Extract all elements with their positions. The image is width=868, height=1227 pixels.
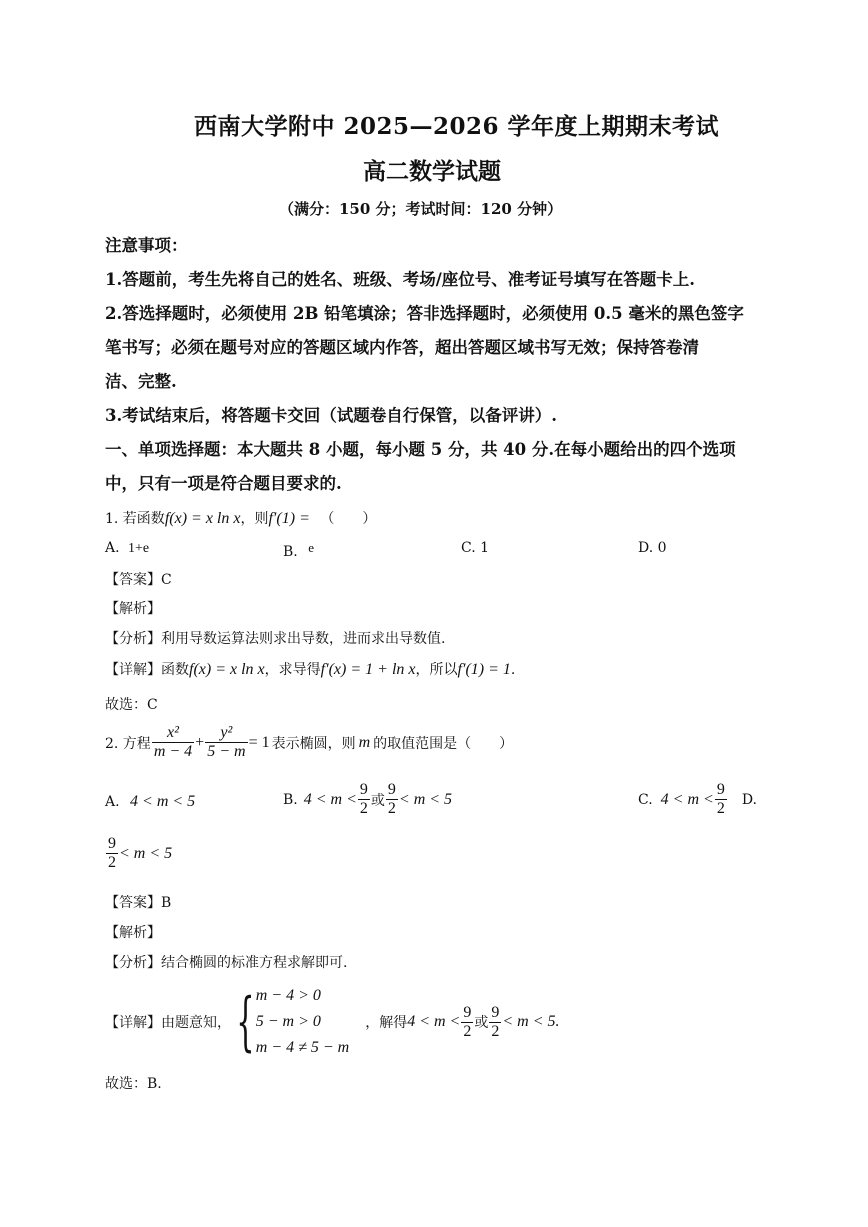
q1-option-c: C. 1: [461, 540, 490, 556]
q2-detail: 【详解】由题意知， { m − 4 > 0 5 − m > 0 m − 4 ≠ 5 − m ，解得 4 < m < $\frac{9}{2}$ 或 $\frac{9}{2}$ < m < 5.: [105, 985, 560, 1059]
q2-answer: 【答案】B: [105, 895, 172, 911]
exam-title: 西南大学附中 2025—2026 学年度上期期末考试: [194, 113, 720, 140]
q2-option-a-value: 4 < m < 5: [130, 793, 196, 810]
q2-option-b: B. 4 < m < $\frac{9}{2}$ 或 $\frac{9}{2}$ < m < 5: [283, 781, 453, 817]
section-1-heading-line-1: 一、单项选择题：本大题共 8 小题，每小题 5 分，共 40 分.在每小题给出的四个选项: [105, 440, 736, 459]
q2-option-c: C. 4 < m < $\frac{9}{2}$ D.: [638, 781, 758, 817]
q1-detail-value: f′(1) = 1: [457, 661, 511, 678]
q2-fraction-x: $\frac{\text{x²}}{m - 4}$: [153, 724, 193, 760]
score-time-line: （满分：150 分；考试时间：120 分钟）: [279, 200, 563, 218]
exam-subtitle: 高二数学试题: [363, 158, 501, 185]
notice-item-2-line-2: 笔书写；必须在题号对应的答题区域内作答，超出答题区域书写无效；保持答卷清: [105, 338, 699, 357]
q1-answer: 【答案】C: [105, 572, 172, 588]
q1-function: f(x) = x ln x: [164, 510, 241, 527]
q2-system: m − 4 > 0 5 − m > 0 m − 4 ≠ 5 − m: [255, 987, 350, 1056]
q2-option-a: A. 4 < m < 5: [105, 793, 196, 810]
section-1-heading-line-2: 中，只有一项是符合题目要求的.: [105, 474, 342, 493]
q1-option-b: B. e: [283, 540, 314, 560]
q2-analysis: 【解析】: [105, 925, 161, 941]
notice-item-2-line-3: 洁、完整.: [105, 372, 177, 391]
q1-option-b-value: e: [308, 540, 314, 555]
q1-option-a-value: 1+e: [128, 541, 150, 556]
q1-choice: 故选：C: [105, 697, 158, 713]
q1-detail-function: f(x) = x ln x: [189, 661, 265, 678]
q2-choice: 故选：B.: [105, 1076, 162, 1092]
q1-detail-derivative: f′(x) = 1 + ln x: [320, 661, 416, 678]
q1-option-a: A. 1+e: [105, 540, 150, 556]
notice-heading: 注意事项：: [105, 236, 188, 255]
q1-paren: （ ）: [320, 511, 377, 527]
notice-item-1: 1.答题前，考生先将自己的姓名、班级、考场/座位号、准考证号填写在答题卡上.: [105, 270, 695, 289]
notice-item-3: 3.考试结束后，将答题卡交回（试题卷自行保管，以备评讲）.: [105, 406, 557, 425]
q1-analysis: 【解析】: [105, 601, 161, 617]
q1-mid: ，则: [240, 511, 269, 527]
q2-option-d-value: $\frac{9}{2}$ < m < 5: [108, 835, 173, 871]
q2-fraction-y: $\frac{\text{y²}}{5 - m}$: [207, 724, 246, 760]
q2-stem: 2. 方程 $\frac{\text{x²}}{m - 4}$ + $\frac{\text{y²}}{5 - m}$ = 1 表示椭圆，则 m 的取值范围是（ ）: [105, 724, 514, 760]
q1-option-d: D. 0: [638, 540, 667, 556]
q2-fenxi: 【分析】结合椭圆的标准方程求解即可.: [105, 955, 348, 971]
q1-prefix: 1. 若函数: [105, 511, 165, 527]
system-brace: {: [236, 985, 255, 1059]
q1-fenxi: 【分析】利用导数运算法则求出导数，进而求出导数值.: [105, 631, 446, 647]
q1-detail: 【详解】函数f(x) = x ln x，求导得f′(x) = 1 + ln x，所以f′(1) = 1.: [105, 661, 516, 678]
notice-item-2-line-1: 2.答选择题时，必须使用 2B 铅笔填涂；答非选择题时，必须使用 0.5 毫米的黑色签字: [105, 304, 744, 323]
q1-stem: [105, 508, 376, 528]
q1-ask: f′(1) =: [268, 510, 310, 527]
